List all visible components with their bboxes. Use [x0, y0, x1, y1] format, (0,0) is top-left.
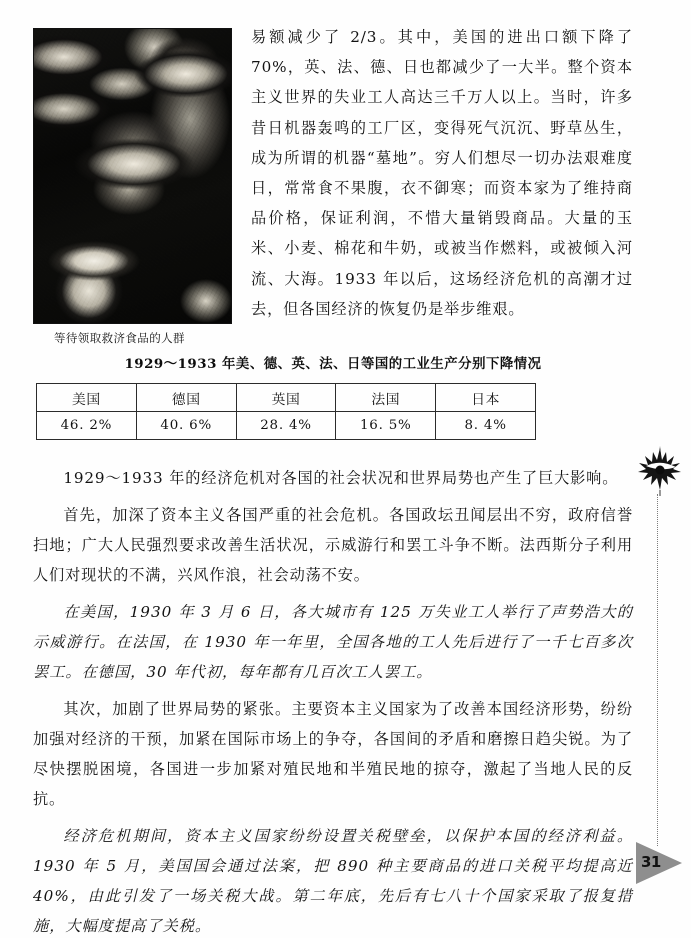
body-text [33, 463, 633, 948]
photo-caption: 等待领取救济食品的人群 [54, 331, 185, 345]
photo-block [33, 28, 233, 346]
body-paragraph: 1929～1933 年的经济危机对各国的社会状况和世界局势也产生了巨大影响。 [63, 469, 619, 487]
table-row [37, 412, 536, 440]
top-section [33, 22, 633, 350]
table-cell-value: 8. 4% [436, 412, 536, 440]
table-header-cell: 法国 [336, 384, 436, 412]
body-paragraph: 首先，加深了资本主义各国严重的社会危机。各国政坛丑闻层出不穷，政府信誉扫地；广大人民强烈要求改善生活状况，示威游行和罢工斗争不断。法西斯分子利用人们对现状的不满，兴风作浪，社会动荡不安。 [33, 506, 633, 584]
page-edge-decoration [641, 446, 688, 896]
body-paragraph-kai: 经济危机期间，资本主义国家纷纷设置关税壁垒，以保护本国的经济利益。1930 年 5 月，美国国会通过法案，把 890 种主要商品的进口关税平均提高近 40%，由此引发了一场关税大战。第二年底，先后有七八十个国家采取了报复措施，大幅度提高了关税。 [33, 827, 633, 935]
body-paragraph-kai: 在美国，1930 年 3 月 6 日，各大城市有 125 万失业工人举行了声势浩大的示威游行。在法国，在 1930 年一年里，全国各地的工人先后进行了一千七百多次罢工。在德国，30 年代初，每年都有几百次工人罢工。 [33, 603, 633, 681]
industrial-decline-table [36, 383, 536, 440]
table-header-cell: 英国 [236, 384, 336, 412]
table-header-cell: 美国 [37, 384, 137, 412]
breadline-photograph [33, 28, 232, 324]
body-paragraph: 其次，加剧了世界局势的紧张。主要资本主义国家为了改善本国经济形势，纷纷加强对经济的干预，加紧在国际市场上的争夺，各国间的矛盾和磨擦日趋尖锐。为了尽快摆脱困境，各国进一步加紧对殖民地和半殖民地的掠夺，激起了当地人民的反抗。 [33, 700, 633, 808]
table-header-cell: 日本 [436, 384, 536, 412]
table-header-cell: 德国 [136, 384, 236, 412]
table-cell-value: 16. 5% [336, 412, 436, 440]
page-number: 31 [641, 853, 661, 871]
table-cell-value: 28. 4% [236, 412, 336, 440]
table-title: 1929～1933 年美、德、英、法、日等国的工业生产分别下降情况 [124, 356, 542, 372]
triangle-icon [636, 842, 682, 884]
dotted-vertical-rule-icon [657, 494, 658, 846]
ink-ornament-icon [636, 446, 684, 496]
table-cell-value: 46. 2% [37, 412, 137, 440]
photo-grain-overlay [34, 29, 231, 323]
page-number-badge [636, 842, 686, 884]
table-cell-value: 40. 6% [136, 412, 236, 440]
intro-paragraph: 易额减少了 2/3。其中，美国的进出口额下降了 70%，英、法、德、日也都减少了一大半。整个资本主义世界的失业工人高达三千万人以上。当时，许多昔日机器轰鸣的工厂区，变得死气沉沉、野草丛生，成为所谓的机器“墓地”。穷人们想尽一切办法艰难度日，常常食不果腹，衣不御寒；而资本家为了维持商品价格，保证利润，不惜大量销毁商品。大量的玉米、小麦、棉花和牛奶，或被当作燃料，或被倾入河流、大海。1933 年以后，这场经济危机的高潮才过去，但各国经济的恢复仍是举步维艰。 [251, 28, 633, 318]
table-header-row [37, 384, 536, 412]
